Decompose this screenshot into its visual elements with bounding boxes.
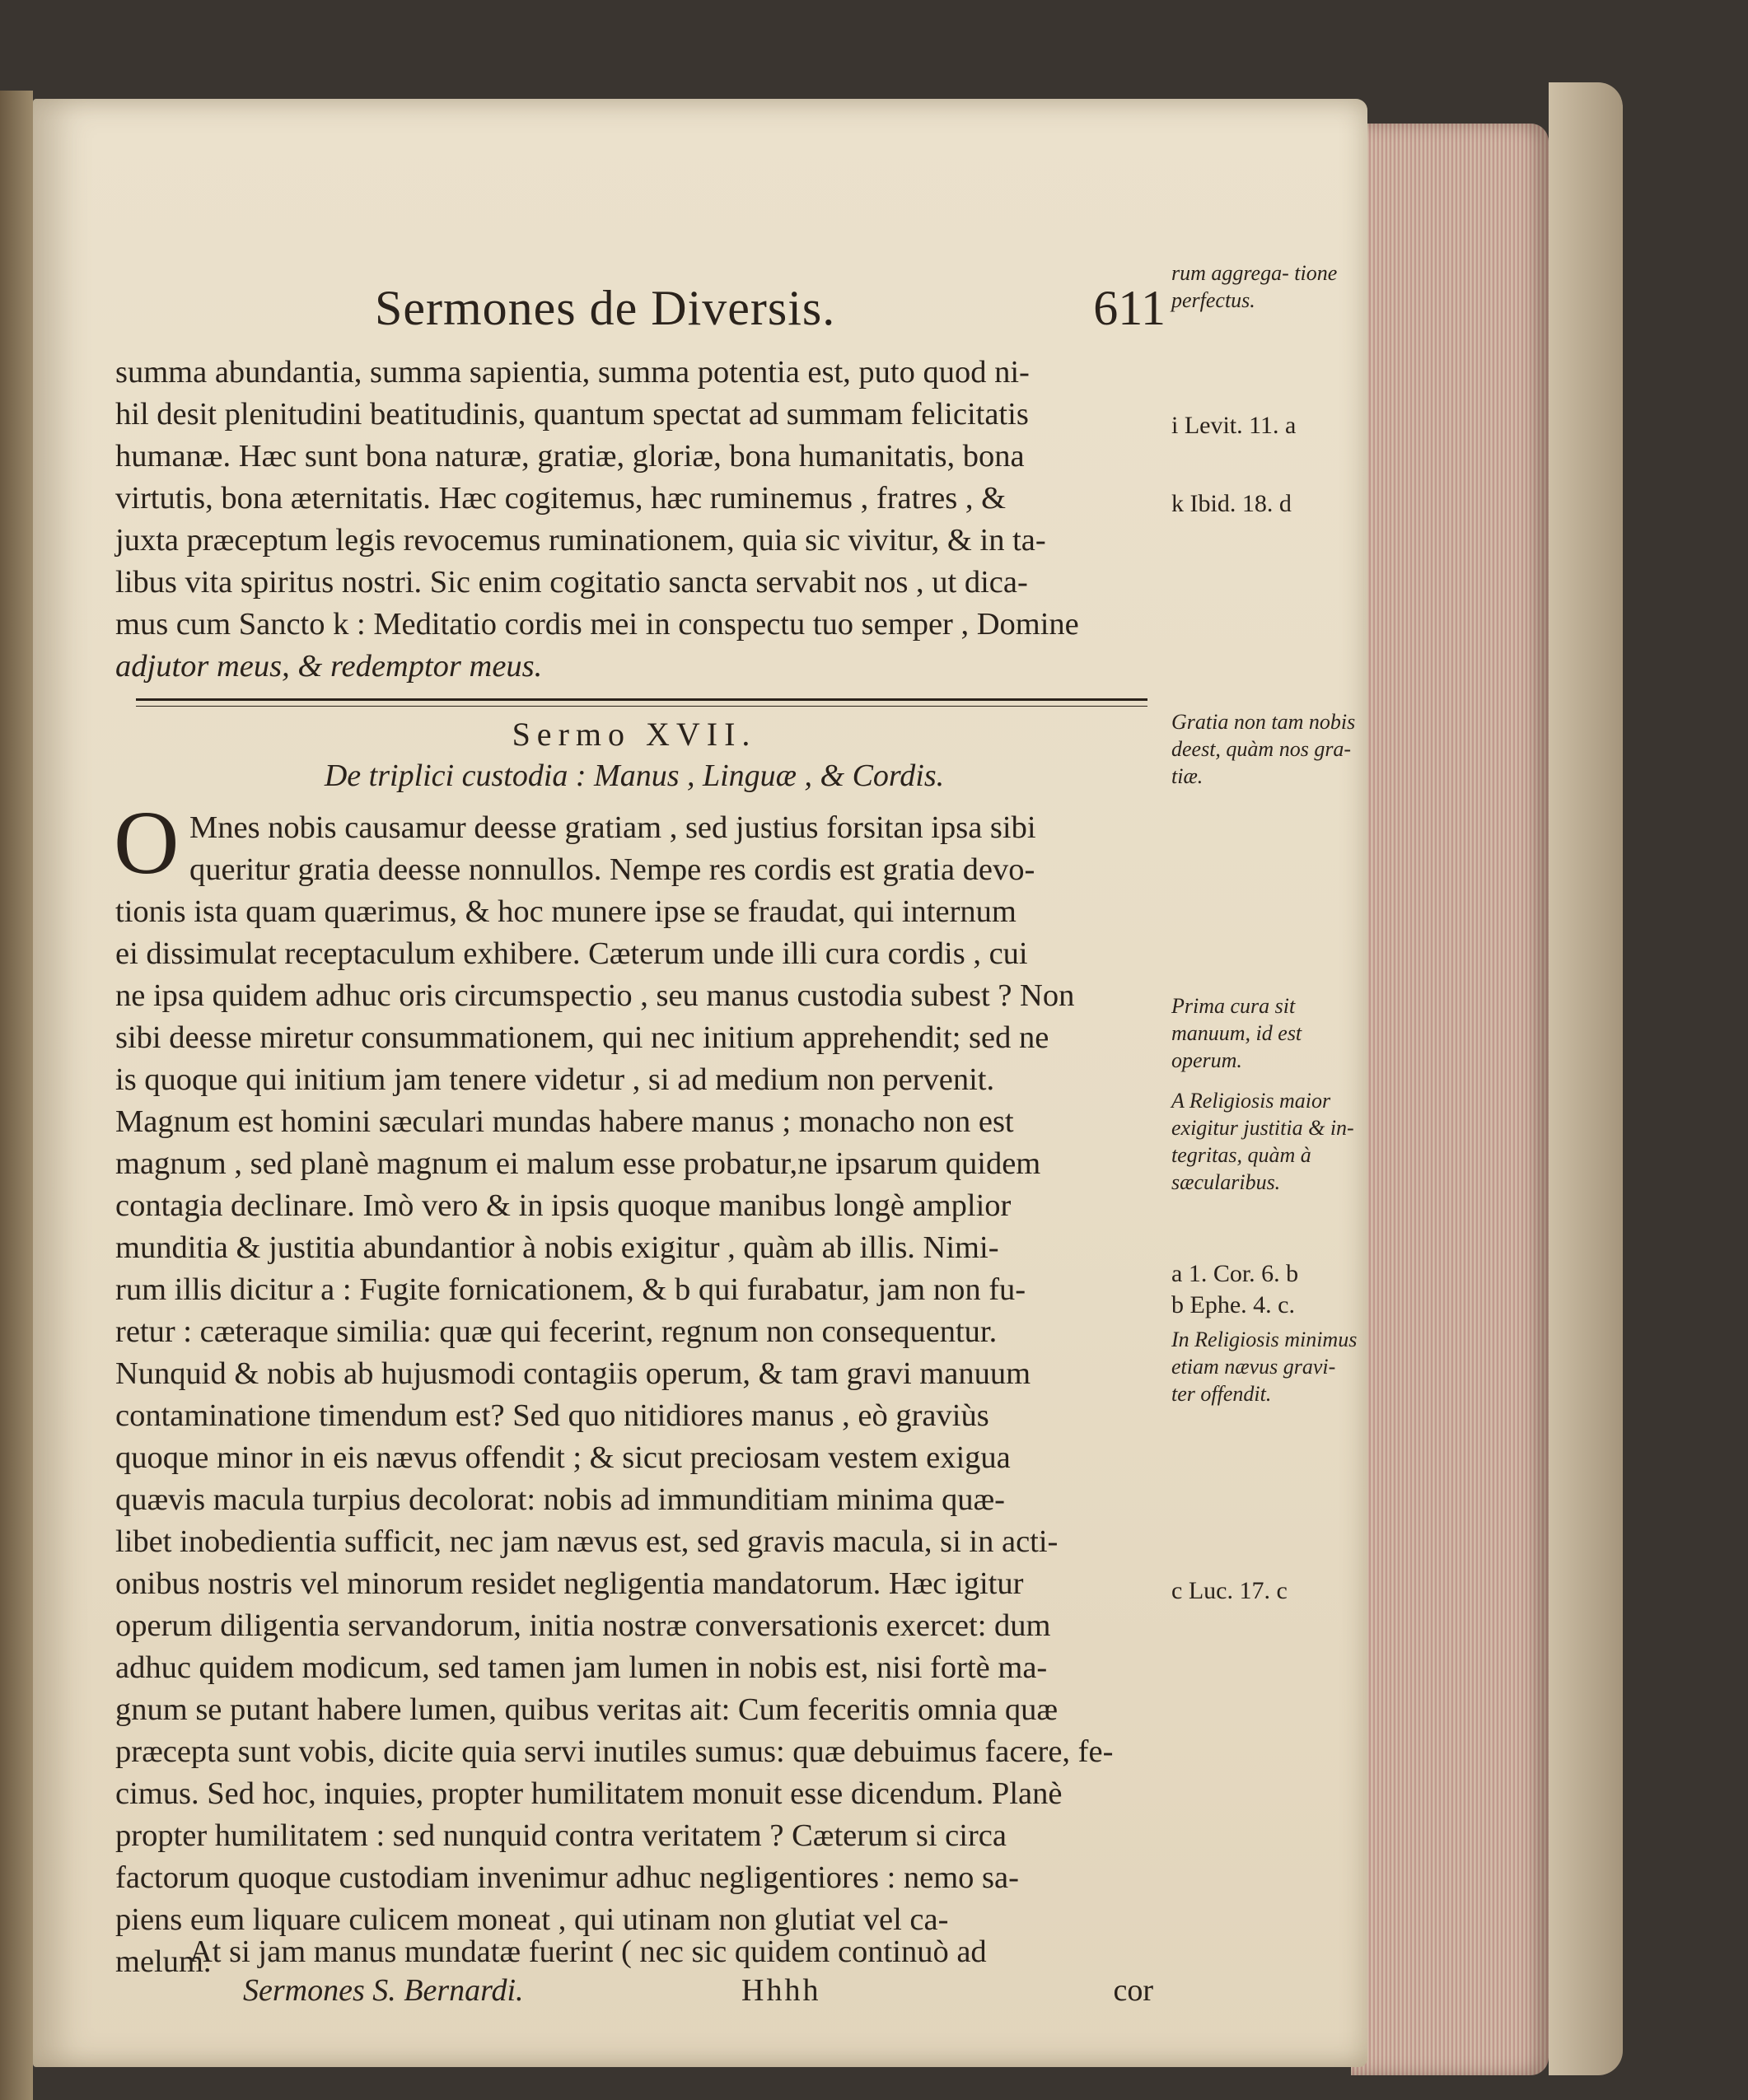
margin-note: rum aggrega- tione perfectus. (1171, 261, 1338, 312)
sermon-title: Sermo XVII. (512, 716, 757, 753)
text-line: is quoque qui initium jam tenere videtur , si ad medium non pervenit. (115, 1062, 995, 1097)
text-line: Nunquid & nobis ab hujusmodi contagiis operum, & tam gravi manuum (115, 1356, 1031, 1391)
text-line: contaminatione timendum est? Sed quo nitidiores manus , eò graviùs (115, 1398, 989, 1433)
paragraph-2 (115, 807, 1157, 1983)
page-number: 611 (1093, 281, 1166, 335)
running-title: Sermones de Diversis. (375, 281, 836, 335)
book-page (33, 99, 1367, 2067)
text-line: præcepta sunt vobis, dicite quia servi inutiles sumus: quæ debuimus facere, fe- (115, 1734, 1114, 1769)
text-line: mus cum Sancto k : Meditatio cordis mei in conspectu tuo semper , Domine (115, 607, 1079, 642)
text-line: At si jam manus mundatæ fuerint ( nec sic quidem continuò ad (189, 1934, 987, 1969)
footer-signature: Sermones S. Bernardi. (243, 1973, 524, 2008)
text-line: hil desit plenitudini beatitudinis, quantum spectat ad summam felicitatis (115, 397, 1029, 432)
text-line: operum diligentia servandorum, initia nostræ conversationis exercet: dum (115, 1608, 1051, 1643)
text-line: magnum , sed planè magnum ei malum esse probatur,ne ipsarum quidem (115, 1146, 1041, 1181)
margin-note: Gratia non tam nobis deest, quàm nos gra- tiæ. (1171, 710, 1356, 788)
text-line: humanæ. Hæc sunt bona naturæ, gratiæ, gloriæ, bona humanitatis, bona (115, 439, 1025, 474)
text-line: factorum quoque custodiam invenimur adhuc negligentiores : nemo sa- (115, 1860, 1019, 1895)
text-line: piens eum liquare culicem moneat , qui utinam non glutiat vel ca- (115, 1902, 949, 1937)
margin-note: A Religiosis maior exigitur justitia & in- tegritas, quàm à sæcularibus. (1171, 1089, 1354, 1194)
text-line: melum. (115, 1944, 212, 1979)
book-cover-edge (1549, 82, 1623, 2075)
text-line: quoque minor in eis nævus offendit ; & sicut preciosam vestem exigua (115, 1440, 1011, 1475)
text-line: propter humilitatem : sed nunquid contra veritatem ? Cæterum si circa (115, 1818, 1007, 1853)
text-line: Mnes nobis causamur deesse gratiam , sed justius forsitan ipsa sibi (189, 810, 1036, 845)
paragraph-3 (115, 1931, 1157, 1973)
margin-note: In Religiosis minimus etiam nævus gravi- ter offendit. (1171, 1328, 1358, 1406)
paragraph-1 (115, 352, 1157, 688)
drop-cap: O (114, 792, 180, 893)
section-divider (136, 698, 1147, 707)
margin-reference: a 1. Cor. 6. b (1171, 1260, 1299, 1287)
text-line: contagia declinare. Imò vero & in ipsis quoque manibus longè amplior (115, 1188, 1012, 1223)
margin-reference: k Ibid. 18. d (1171, 490, 1292, 517)
sermon-subtitle: De triplici custodia : Manus , Linguæ , & Cordis. (324, 758, 945, 793)
text-line: ne ipsa quidem adhuc oris circumspectio , seu manus custodia subest ? Non (115, 978, 1075, 1013)
text-line: gnum se putant habere lumen, quibus veritas ait: Cum feceritis omnia quæ (115, 1692, 1059, 1727)
gathering-mark: Hhhh (741, 1973, 821, 2008)
text-line: virtutis, bona æternitatis. Hæc cogitemus, hæc ruminemus , fratres , & (115, 481, 1007, 516)
text-line: libet inobedientia sufficit, nec jam nævus est, sed gravis macula, si in acti- (115, 1524, 1059, 1559)
text-line: summa abundantia, summa sapientia, summa potentia est, puto quod ni- (115, 355, 1030, 390)
text-line: Magnum est homini sæculari mundas habere manus ; monacho non est (115, 1104, 1014, 1139)
text-line: munditia & justitia abundantior à nobis exigitur , quàm ab illis. Nimi- (115, 1230, 999, 1265)
text-line: quævis macula turpius decolorat: nobis ad immunditiam minima quæ- (115, 1482, 1005, 1517)
text-line: retur : cæteraque similia: quæ qui fecerint, regnum non consequentur. (115, 1314, 998, 1349)
text-line: cimus. Sed hoc, inquies, propter humilitatem monuit esse dicendum. Planè (115, 1776, 1063, 1811)
page-header (375, 280, 1166, 346)
margin-reference: b Ephe. 4. c. (1171, 1291, 1295, 1318)
margin-note: Prima cura sit manuum, id est operum. (1171, 994, 1302, 1072)
text-line: sibi deesse miretur consummationem, qui nec initium apprehendit; sed ne (115, 1020, 1049, 1055)
text-line: adjutor meus, & redemptor meus. (115, 649, 543, 684)
text-line: rum illis dicitur a : Fugite fornicationem, & b qui furabatur, jam non fu- (115, 1272, 1026, 1307)
page-footer (115, 1972, 1153, 2014)
text-line: adhuc quidem modicum, sed tamen jam lumen in nobis est, nisi fortè ma- (115, 1650, 1048, 1685)
text-line: juxta præceptum legis revocemus ruminationem, quia sic vivitur, & in ta- (115, 523, 1046, 558)
page-fore-edge (1351, 124, 1549, 2075)
text-line: queritur gratia deesse nonnullos. Nempe res cordis est gratia devo- (189, 852, 1035, 887)
text-line: libus vita spiritus nostri. Sic enim cogitatio sancta servabit nos , ut dica- (115, 565, 1028, 600)
margin-reference: i Levit. 11. a (1171, 412, 1297, 439)
text-line: ei dissimulat receptaculum exhibere. Cæterum unde illi cura cordis , cui (115, 936, 1028, 971)
left-page-edge (0, 91, 33, 2100)
margin-reference: c Luc. 17. c (1171, 1577, 1288, 1604)
text-line: tionis ista quam quærimus, & hoc munere ipse se fraudat, qui internum (115, 894, 1017, 929)
catchword: cor (1113, 1973, 1153, 2008)
text-line: onibus nostris vel minorum residet negligentia mandatorum. Hæc igitur (115, 1566, 1024, 1601)
